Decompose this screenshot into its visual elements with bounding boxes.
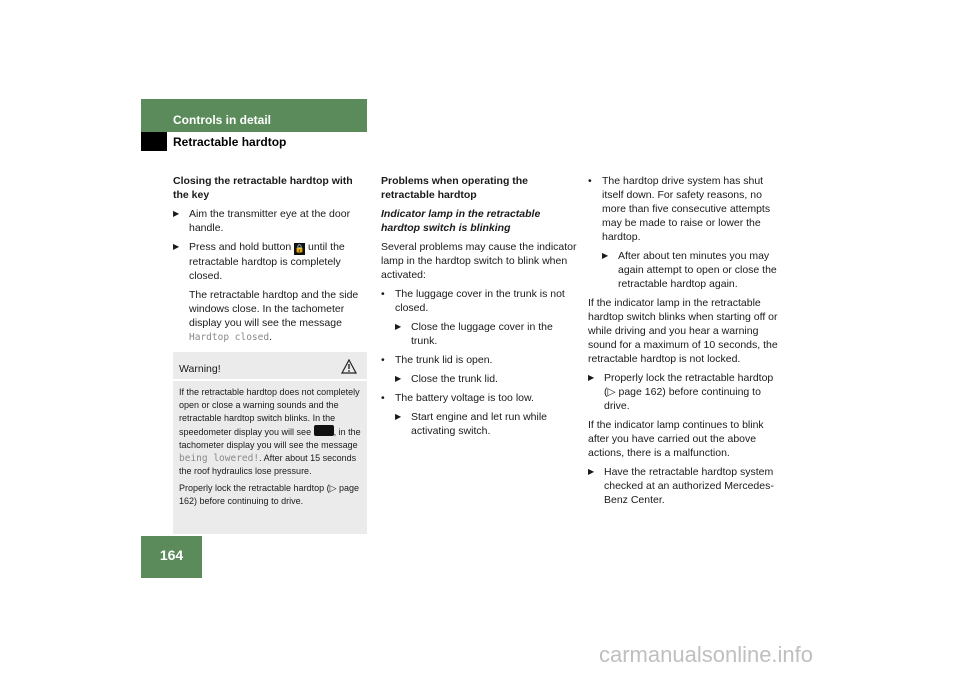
problems-intro: Several problems may cause the indicator lamp in the hardtop switch to blink when activated: bbox=[381, 241, 577, 281]
step-aim-transmitter: ▶ Aim the transmitter eye at the door handle. bbox=[173, 207, 371, 235]
list-item: • The hardtop drive system has shut itself down. For safety reasons, no more than five consecutive attempts may be made to raise or lower the hardtop. bbox=[588, 174, 786, 244]
list-item-step: ▶ Close the luggage cover in the trunk. bbox=[395, 320, 579, 348]
watermark: carmanualsonline.info bbox=[599, 642, 814, 667]
column-1 bbox=[173, 174, 371, 345]
step-service-center: ▶ Have the retractable hardtop system checked at an authorized Mercedes-Benz Center. bbox=[588, 465, 786, 507]
warning-triangle-icon bbox=[341, 359, 357, 374]
step-lock-hardtop: ▶ Properly lock the retractable hardtop (▷ page 162) before continuing to drive. bbox=[588, 371, 786, 413]
list-item-step: ▶ After about ten minutes you may again attempt to open or close the retractable hardtop again. bbox=[602, 249, 786, 291]
warning-text: If the retractable hardtop does not completely open or close a warning sounds and the retractable hardtop switch blinks. In the speedometer display you will see , in the tachometer display you will see the message being lowered!. After about 15 seconds the roof hydraulics lose pressure. Properly lock the retractable hardtop (▷ page 162) before continuing to drive. bbox=[179, 386, 363, 512]
warning-lock-instruction: Properly lock the retractable hardtop (▷ page 162) before continuing to drive. bbox=[179, 483, 360, 506]
section-subtitle: Retractable hardtop bbox=[173, 135, 287, 149]
header-marker bbox=[141, 132, 167, 151]
speedometer-symbol-icon bbox=[314, 425, 334, 436]
malfunction-paragraph: If the indicator lamp continues to blink after you have carried out the above actions, there is a malfunction. bbox=[588, 419, 764, 459]
indicator-subheading: Indicator lamp in the retractable hardtop switch is blinking bbox=[381, 208, 541, 234]
closing-note: The retractable hardtop and the side windows close. In the tachometer display you will see the message Hardtop closed. bbox=[189, 289, 359, 343]
section-title: Controls in detail bbox=[173, 113, 272, 127]
not-locked-paragraph: If the indicator lamp in the retractable hardtop switch blinks when starting off or while driving and you hear a warning sound for a maximum of 10 seconds, the retractable hardtop is not locked. bbox=[588, 297, 778, 365]
list-item: • The luggage cover in the trunk is not closed. bbox=[381, 287, 579, 315]
step-press-button: ▶ Press and hold button 🔒 until the retractable hardtop is completely closed. bbox=[173, 240, 371, 283]
lock-button-icon: 🔒 bbox=[294, 244, 305, 253]
list-item: • The trunk lid is open. bbox=[381, 353, 579, 367]
message-being-lowered: being lowered! bbox=[179, 453, 260, 464]
list-item: • The battery voltage is too low. bbox=[381, 391, 579, 405]
column-3 bbox=[588, 174, 786, 512]
warning-title: Warning! bbox=[179, 363, 221, 375]
closing-heading: Closing the retractable hardtop with the key bbox=[173, 175, 353, 201]
warning-box bbox=[173, 352, 367, 534]
column-2 bbox=[381, 174, 579, 443]
message-hardtop-closed: Hardtop closed bbox=[189, 332, 270, 343]
list-item-step: ▶ Start engine and let run while activating switch. bbox=[395, 410, 579, 438]
page-number: 164 bbox=[141, 536, 202, 578]
problems-heading: Problems when operating the retractable hardtop bbox=[381, 175, 529, 201]
list-item-step: ▶ Close the trunk lid. bbox=[395, 372, 579, 386]
warning-divider bbox=[173, 379, 367, 381]
